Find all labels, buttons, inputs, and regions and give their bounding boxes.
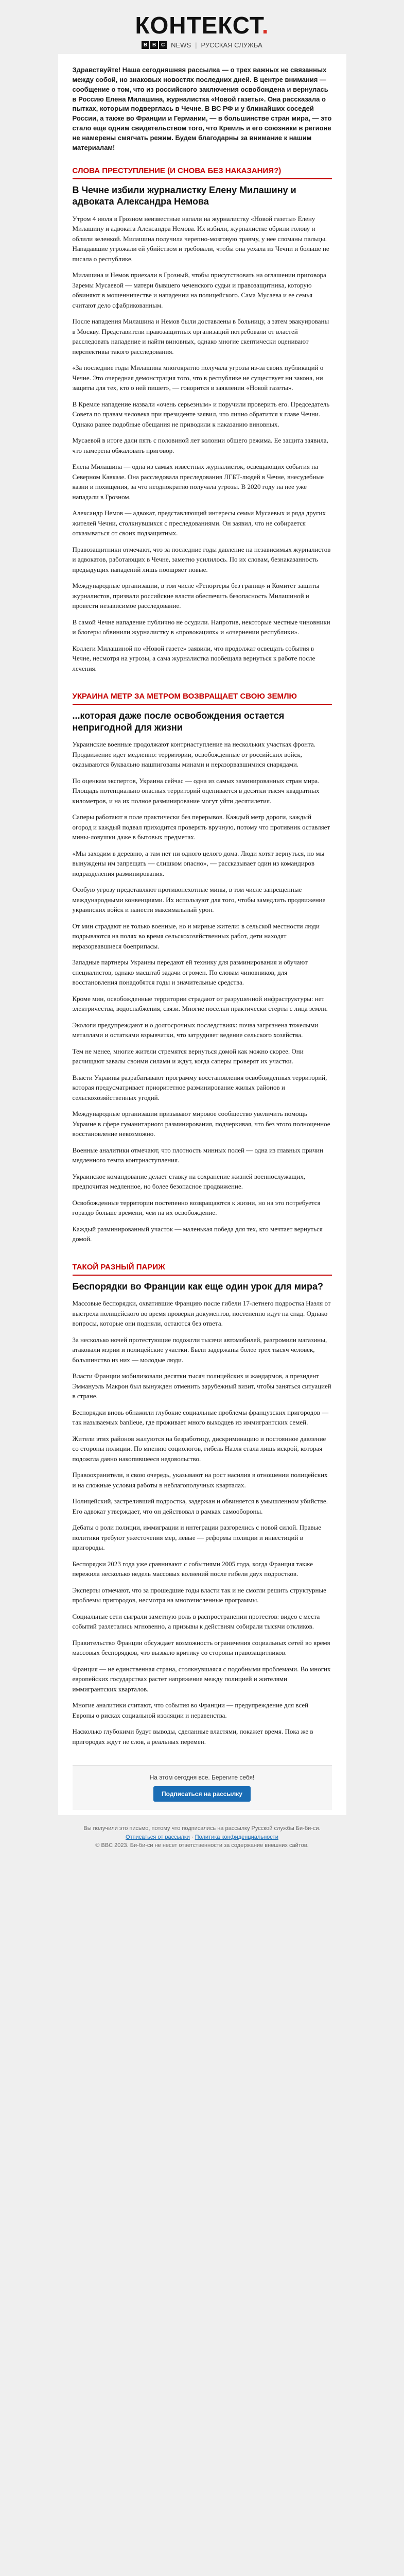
article-paragraph: Освобожденные территории постепенно возвращаются к жизни, но на это потребуется гораздо больше времени, чем на их освобождение. (72, 1198, 321, 1217)
article-paragraph: Социальные сети сыграли заметную роль в распространении протестов: видео с места событий разлетались мгновенно, а призывы к действиям собирали тысячи откликов. (72, 1612, 320, 1631)
section-kicker: ТАКОЙ РАЗНЫЙ ПАРИЖ (72, 1262, 165, 1272)
article-paragraph: Экологи предупреждают и о долгосрочных последствиях: почва загрязнена тяжелыми металлами и остатками взрывчатки, что затрудняет ведение сельского хозяйства. (72, 1021, 319, 1039)
article-paragraph: Франция — не единственная страна, столкнувшаяся с подобными проблемами. Во многих европейских государствах растет напряжение между полицией и жителями иммигрантских кварталов. (72, 1665, 331, 1693)
article-paragraph: Полицейский, застреливший подростка, задержан и обвиняется в умышленном убийстве. Его адвокат утверждает, что он действовал в рамках самообороны. (72, 1497, 328, 1515)
article-paragraph: Коллеги Милашиной по «Новой газете» заявили, что продолжат освещать события в Чечне, несмотря на угрозы, а сама журналистка пообещала вернуться к работе после лечения. (72, 644, 315, 672)
article-paragraph: В самой Чечне нападение публично не осудили. Напротив, некоторые местные чиновники и блогеры обвинили журналистку в «провокациях» и «очернении республики». (72, 618, 330, 636)
copyright: © BBC 2023. Би-би-си не несет ответственности за содержание внешних сайтов. (95, 1842, 309, 1849)
bbc-logo: B B C (142, 41, 167, 49)
article-title[interactable]: Беспорядки во Франции как еще один урок для мира? (72, 1281, 323, 1292)
article-section (73, 1263, 332, 1747)
article-section (73, 692, 332, 1244)
brand-line: B B C NEWS | РУССКАЯ СЛУЖБА (58, 41, 346, 49)
section-divider (73, 704, 332, 705)
article-paragraph: Елена Милашина — одна из самых известных журналисток, освещающих события на Северном Кавказе. Она расследовала преследования ЛГБТ-людей в Чечне, внесудебные казни и похищения, за что неоднократно получала угрозы. В 2020 году на нее уже нападали в Грозном. (72, 463, 324, 501)
article-paragraph: Военные аналитики отмечают, что плотность минных полей — одна из главных причин медленного темпа контрнаступления. (72, 1146, 323, 1164)
article-title[interactable]: ...которая даже после освобождения остается непригодной для жизни (72, 710, 285, 733)
article-section (73, 166, 332, 674)
section-kicker: СЛОВА ПРЕСТУПЛЕНИЕ (И СНОВА БЕЗ НАКАЗАНИЯ?) (72, 166, 282, 175)
footer (73, 1765, 332, 1810)
newsletter (58, 0, 346, 1859)
article-paragraph: От мин страдают не только военные, но и мирные жители: в сельской местности люди подрываются на полях во время сельскохозяйственных работ, дети находят неразорвавшиеся боеприпасы. (72, 922, 320, 950)
article-paragraph: Беспорядки вновь обнажили глубокие социальные проблемы французских пригородов — так называемых banlieue, где проживает много выходцев из иммигрантских семей. (72, 1408, 329, 1427)
masthead (58, 3, 346, 54)
subscribe-button[interactable]: Подписаться на рассылку (153, 1786, 251, 1802)
section-divider (73, 1275, 332, 1276)
article-paragraph: Жители этих районов жалуются на безработицу, дискриминацию и постоянное давление со стороны полиции. По мнению социологов, гибель Наэля стала лишь искрой, которая подожгла давно накопившееся недовольство. (72, 1434, 326, 1463)
article-paragraph: В Кремле нападение назвали «очень серьезным» и поручили проверить его. Председатель Совета по правам человека при президенте заявил, что лично обратится к главе Чечни. Однако ранее подобные обещания не приводили к наказанию виновных. (72, 400, 330, 428)
article-paragraph: Мусаевой в итоге дали пять с половиной лет колонии общего режима. Ее защита заявила, что намерена обжаловать приговор. (72, 436, 328, 454)
article-paragraph: За несколько ночей протестующие подожгли тысячи автомобилей, разгромили магазины, атаковали мэрии и полицейские участки. Были задержаны более трех тысяч человек, большинство из них — молодые люди. (72, 1335, 327, 1364)
article-paragraph: По оценкам экспертов, Украина сейчас — одна из самых заминированных стран мира. Площадь потенциально опасных территорий оценивается в десятки тысяч квадратных километров, и на их полное разминирование могут уйти десятилетия. (72, 776, 320, 805)
article-paragraph: «Мы заходим в деревню, а там нет ни одного целого дома. Люди хотят вернуться, но мы вынуждены им запрещать — слишком опасно», — рассказывает один из командиров подразделения разминирования. (72, 849, 325, 877)
logo[interactable]: КОНТЕКСТ. (135, 12, 269, 39)
sections-container (73, 166, 332, 1747)
article-paragraph: Каждый разминированный участок — маленькая победа для тех, кто мечтает вернуться домой. (72, 1225, 323, 1243)
intro-text: Здравствуйте! Наша сегодняшняя рассылка — о трех важных не связанных между собой, но знаковых новостях последних дней. В центре внимания — сообщение о том, что из российского заключения освобождена и вернулась в Россию Елена Милашина, журналистка «Новой газеты». Она рассказала о пытках, которым подверглась в Чечне. В ВС РФ и у ближайших соседей России, а также во Франции и Германии, — в большинстве стран мира, — это стало еще одним свидетельством того, что Кремль и его союзники в регионе не намерены смягчать режим. Будем благодарны за внимание к нашим материалам! (72, 66, 332, 151)
article-paragraph: Украинские военные продолжают контрнаступление на нескольких участках фронта. Продвижение идет медленно: территории, освобожденные от российских войск, оказываются буквально нашпигованы минами и неразорвавшимися снарядами. (72, 740, 315, 769)
article-title[interactable]: В Чечне избили журналистку Елену Милашину и адвоката Александра Немова (72, 184, 296, 207)
news-label: NEWS (171, 41, 191, 49)
legal: Вы получили это письмо, потому что подписались на рассылку Русской службы Би-би-си. Отписаться от рассылки · Политика конфиденциальности © BBC 2023. Би-би-си не несет ответственности за содержание внешних сайтов. (58, 1815, 346, 1859)
unsubscribe-link[interactable]: Отписаться от рассылки (126, 1834, 190, 1840)
article-paragraph: Правительство Франции обсуждает возможность ограничения социальных сетей во время массовых беспорядков, что вызвало критику со стороны правозащитников. (72, 1638, 330, 1657)
section-divider (73, 178, 332, 179)
article-paragraph: «За последние годы Милашина многократно получала угрозы из-за своих публикаций о Чечне. Это очередная демонстрация того, что в республике не существует ни закона, ни защиты для тех, кто о ней пишет», — говорится в заявлении «Новой газеты». (72, 364, 324, 392)
article-paragraph: Беспорядки 2023 года уже сравнивают с событиями 2005 года, когда Франция также пережила несколько недель массовых волнений после гибели двух подростков. (72, 1560, 313, 1578)
article-paragraph: Международные организации, в том числе «Репортеры без границ» и Комитет защиты журналистов, призвали российские власти обеспечить безопасность Милашиной и провести независимое расследование. (72, 582, 320, 610)
content-card (58, 54, 346, 1815)
article-paragraph: Саперы работают в поле практически без перерывов. Каждый метр дороги, каждый огород и каждый подвал приходится проверять вручную, потому что противник оставляет мины-ловушки даже в бытовых предметах. (72, 813, 330, 841)
article-paragraph: Многие аналитики считают, что события во Франции — предупреждение для всей Европы о рисках социальной изоляции и неравенства. (72, 1701, 309, 1719)
article-paragraph: После нападения Милашина и Немов были доставлены в больницу, а затем эвакуированы в Москву. Представители правозащитных организаций потребовали от властей расследовать нападение и найти виновных, однако многие скептически оценивают перспективы такого расследования. (72, 317, 329, 355)
article-paragraph: Власти Украины разрабатывают программу восстановления освобожденных территорий, которая предусматривает приоритетное разминирование жилых районов и сельскохозяйственных угодий. (72, 1073, 327, 1101)
article-paragraph: Власти Франции мобилизовали десятки тысяч полицейских и жандармов, а президент Эммануэль Макрон был вынужден отменить зарубежный визит, чтобы заняться ситуацией в стране. (72, 1372, 331, 1400)
article-paragraph: Украинское командование делает ставку на сохранение жизней военнослужащих, предпочитая медленное, но более безопасное продвижение. (72, 1172, 306, 1191)
article-paragraph: Милашина и Немов приехали в Грозный, чтобы присутствовать на оглашении приговора Заремы Мусаевой — матери бывшего чеченского судьи и правозащитника, которую обвиняют в мошенничестве и нападении на полицейского. Сама Мусаева и ее семья считают дело сфабрикованным. (72, 271, 326, 309)
article-paragraph: Дебаты о роли полиции, иммиграции и интеграции разгорелись с новой силой. Правые политики требуют ужесточения мер, левые — реформы полиции и инвестиций в пригороды. (72, 1523, 322, 1552)
article-paragraph: Тем не менее, многие жители стремятся вернуться домой как можно скорее. Они расчищают завалы своими силами и ждут, когда саперы проверят их участки. (72, 1047, 304, 1065)
article-paragraph: Эксперты отмечают, что за прошедшие годы власти так и не смогли решить структурные проблемы пригородов, несмотря на многочисленные программы. (72, 1586, 326, 1604)
service-label: РУССКАЯ СЛУЖБА (201, 41, 262, 49)
article-paragraph: Правоохранители, в свою очередь, указывают на рост насилия в отношении полицейских и на сложные условия работы в неблагополучных кварталах. (72, 1471, 328, 1489)
article-paragraph: Массовые беспорядки, охватившие Францию после гибели 17-летнего подростка Наэля от выстрела полицейского во время проверки документов, постепенно идут на спад. Однако вопросы, которые они подняли, остаются без ответа. (72, 1299, 331, 1328)
privacy-link[interactable]: Политика конфиденциальности (195, 1834, 278, 1840)
section-kicker: УКРАИНА МЕТР ЗА МЕТРОМ ВОЗВРАЩАЕТ СВОЮ ЗЕМЛЮ (72, 692, 297, 701)
article-paragraph: Насколько глубокими будут выводы, сделанные властями, покажет время. Пока же в пригородах ждут не слов, а реальных перемен. (72, 1727, 313, 1745)
legal-text: Вы получили это письмо, потому что подписались на рассылку Русской службы Би-би-си. (83, 1825, 321, 1832)
article-paragraph: Западные партнеры Украины передают ей технику для разминирования и обучают специалистов, однако масштаб задачи огромен. По словам чиновников, для восстановления понадобятся годы и значительные средства. (72, 958, 308, 987)
article-paragraph: Утром 4 июля в Грозном неизвестные напали на журналистку «Новой газеты» Елену Милашину и адвоката Александра Немова. Их избили, журналистке обрили голову и облили зеленкой. Милашина получила черепно-мозговую травму, у нее сломаны пальцы. Нападавшие угрожали ей убийством и требовали, чтобы она уехала из Чечни и больше не писала о республике. (72, 214, 329, 263)
footer-text: На этом сегодня все. Берегите себя! (149, 1774, 255, 1782)
article-paragraph: Александр Немов — адвокат, представляющий интересы семьи Мусаевых и ряда других жителей Чечни, столкнувшихся с преследованиями. Он заявил, что не собирается отказываться от своих подзащитных. (72, 509, 326, 537)
article-paragraph: Особую угрозу представляют противопехотные мины, в том числе запрещенные международными конвенциями. Их используют для того, чтобы замедлить продвижение украинских войск и нанести максимальный урон. (72, 886, 326, 914)
article-paragraph: Кроме мин, освобожденные территории страдают от разрушенной инфраструктуры: нет электричества, водоснабжения, связи. Многие поселки практически стерты с лица земли. (72, 994, 328, 1013)
article-paragraph: Международные организации призывают мировое сообщество увеличить помощь Украине в сфере гуманитарного разминирования, подчеркивая, что без этого полноценное восстановление невозможно. (72, 1110, 330, 1138)
article-paragraph: Правозащитники отмечают, что за последние годы давление на независимых журналистов и адвокатов, работающих в Чечне, заметно усилилось. По их словам, безнаказанность предыдущих нападений лишь поощряет новые. (72, 545, 331, 573)
